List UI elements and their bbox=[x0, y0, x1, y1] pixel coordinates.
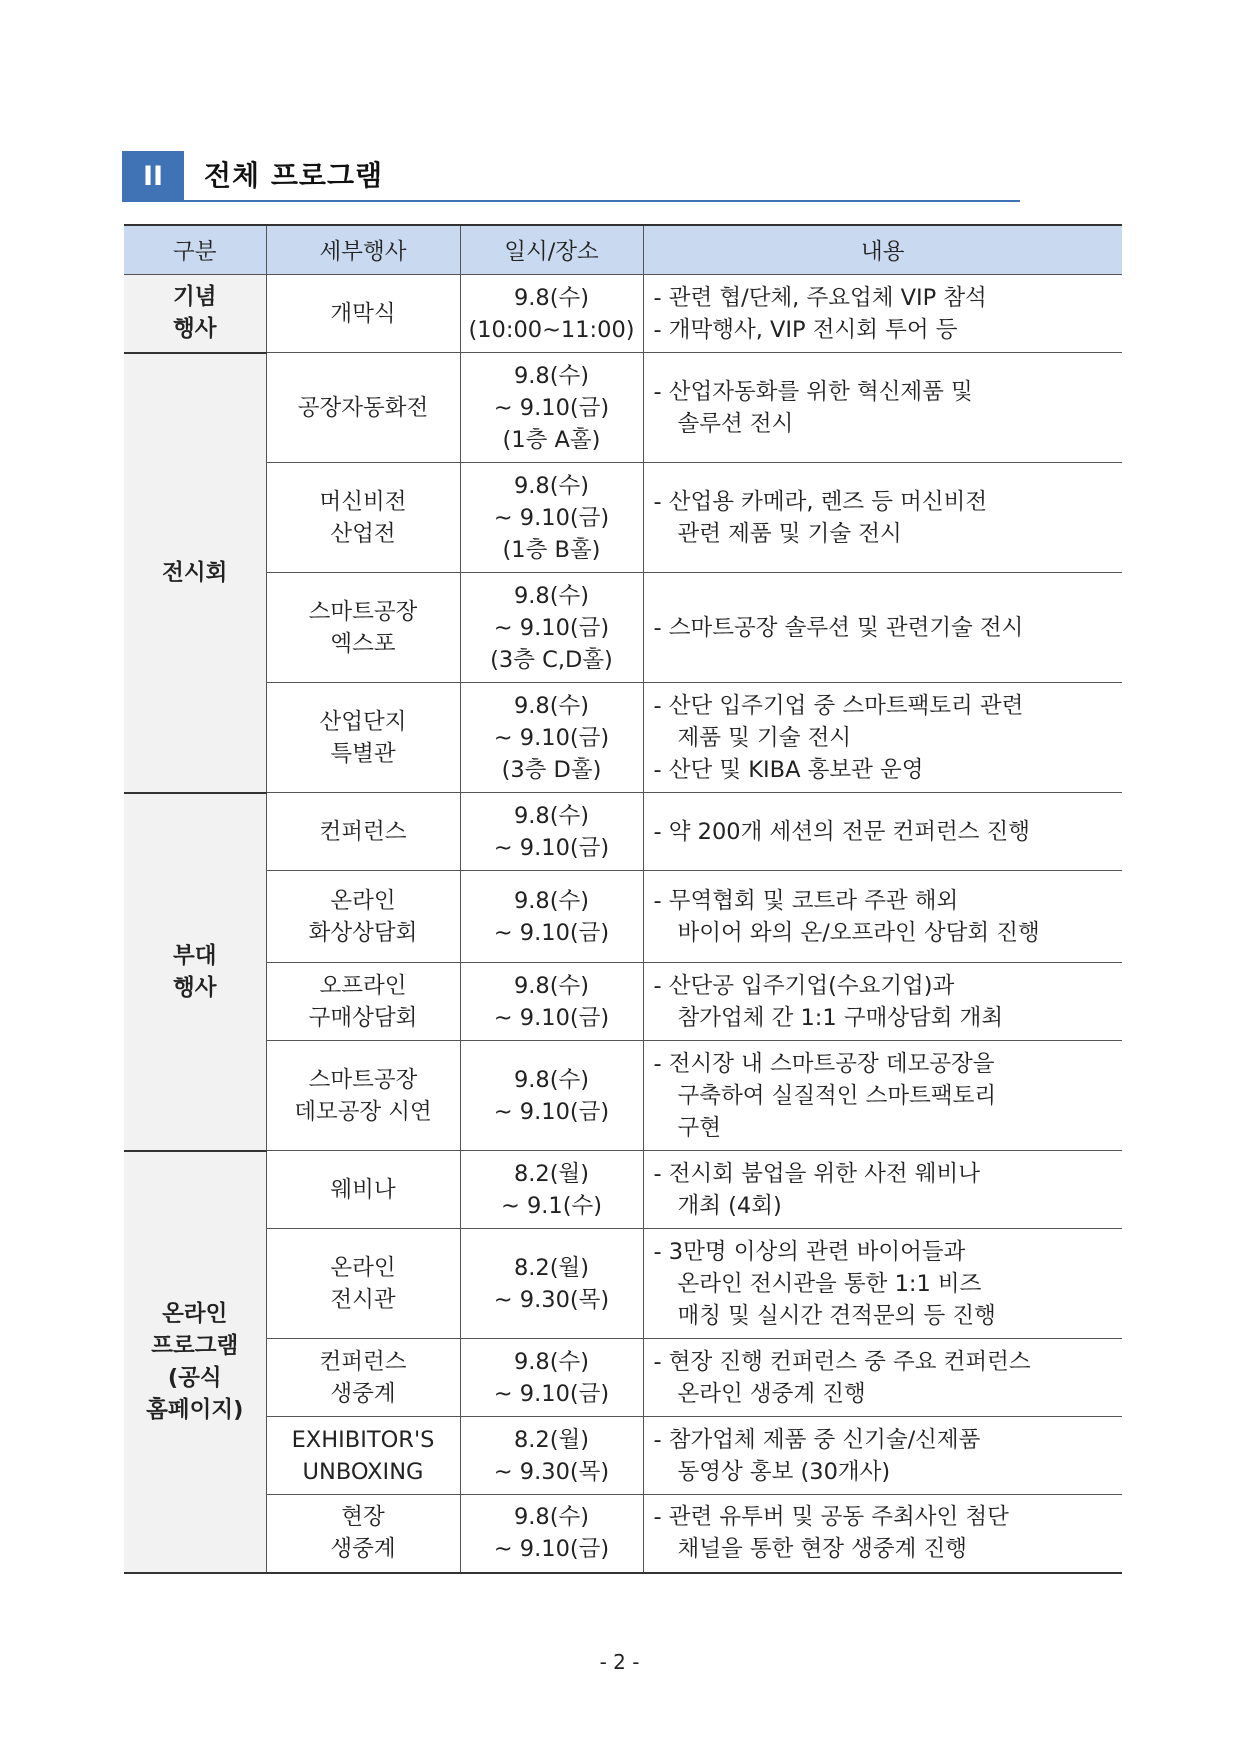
datetime-cell: 9.8(수) ~ 9.10(금) (1층 B홀) bbox=[460, 463, 643, 573]
header-event: 세부행사 bbox=[266, 225, 460, 275]
content-item: - 산단 입주기업 중 스마트팩토리 관련 제품 및 기술 전시 bbox=[653, 692, 1024, 751]
content-item: - 약 200개 세션의 전문 컨퍼런스 진행 bbox=[653, 818, 1031, 845]
datetime-cell: 9.8(수) ~ 9.10(금) (1층 A홀) bbox=[460, 353, 643, 463]
content-item: - 스마트공장 솔루션 및 관련기술 전시 bbox=[653, 614, 1024, 641]
table-row bbox=[124, 353, 1122, 463]
category-cell: 전시회 bbox=[124, 353, 266, 793]
content-cell bbox=[643, 963, 1122, 1041]
datetime-cell: 8.2(월) ~ 9.30(목) bbox=[460, 1229, 643, 1339]
datetime-cell: 9.8(수) ~ 9.10(금) bbox=[460, 1041, 643, 1151]
datetime-cell: 8.2(월) ~ 9.30(목) bbox=[460, 1417, 643, 1495]
event-cell: 현장 생중계 bbox=[266, 1495, 460, 1573]
header-content: 내용 bbox=[643, 225, 1122, 275]
event-cell: 컨퍼런스 생중계 bbox=[266, 1339, 460, 1417]
event-cell: 공장자동화전 bbox=[266, 353, 460, 463]
header-datetime: 일시/장소 bbox=[460, 225, 643, 275]
datetime-cell: 9.8(수) ~ 9.10(금) bbox=[460, 1495, 643, 1573]
header-category: 구분 bbox=[124, 225, 266, 275]
table-row bbox=[124, 1041, 1122, 1151]
content-cell bbox=[643, 1417, 1122, 1495]
datetime-cell: 9.8(수) ~ 9.10(금) bbox=[460, 963, 643, 1041]
event-cell: 컨퍼런스 bbox=[266, 793, 460, 871]
table-row bbox=[124, 1495, 1122, 1573]
content-cell bbox=[643, 1339, 1122, 1417]
table-row bbox=[124, 275, 1122, 353]
content-cell bbox=[643, 573, 1122, 683]
content-item: - 관련 유투버 및 공동 주최사인 첨단 채널을 통한 현장 생중계 진행 bbox=[653, 1504, 1009, 1563]
section-header bbox=[122, 151, 1020, 203]
datetime-cell: 9.8(수) ~ 9.10(금) bbox=[460, 1339, 643, 1417]
content-cell bbox=[643, 1495, 1122, 1573]
content-cell bbox=[643, 1151, 1122, 1229]
content-item: - 현장 진행 컨퍼런스 중 주요 컨퍼런스 온라인 생중계 진행 bbox=[653, 1348, 1031, 1407]
page-number: - 2 - bbox=[599, 1650, 640, 1674]
content-cell bbox=[643, 1041, 1122, 1151]
program-table bbox=[124, 224, 1122, 1574]
table-body bbox=[124, 275, 1122, 1573]
datetime-cell: 9.8(수) ~ 9.10(금) bbox=[460, 871, 643, 963]
content-cell bbox=[643, 683, 1122, 793]
table-row bbox=[124, 463, 1122, 573]
event-cell: 개막식 bbox=[266, 275, 460, 353]
category-cell: 부대 행사 bbox=[124, 793, 266, 1151]
content-item: - 개막행사, VIP 전시회 투어 등 bbox=[653, 316, 958, 343]
datetime-cell: 9.8(수) (10:00~11:00) bbox=[460, 275, 643, 353]
table-row bbox=[124, 573, 1122, 683]
table-row bbox=[124, 1151, 1122, 1229]
table-row bbox=[124, 793, 1122, 871]
datetime-cell: 8.2(월) ~ 9.1(수) bbox=[460, 1151, 643, 1229]
content-item: - 산업용 카메라, 렌즈 등 머신비전 관련 제품 및 기술 전시 bbox=[653, 488, 988, 547]
table-row bbox=[124, 1339, 1122, 1417]
table-row bbox=[124, 871, 1122, 963]
content-cell bbox=[643, 1229, 1122, 1339]
content-cell bbox=[643, 275, 1122, 353]
event-cell: 온라인 전시관 bbox=[266, 1229, 460, 1339]
event-cell: 머신비전 산업전 bbox=[266, 463, 460, 573]
content-item: - 관련 협/단체, 주요업체 VIP 참석 bbox=[653, 284, 987, 311]
content-item: - 참가업체 제품 중 신기술/신제품 동영상 홍보 (30개사) bbox=[653, 1426, 981, 1485]
content-cell bbox=[643, 793, 1122, 871]
section-title: 전체 프로그램 bbox=[204, 159, 384, 192]
table-row bbox=[124, 963, 1122, 1041]
event-cell: 스마트공장 데모공장 시연 bbox=[266, 1041, 460, 1151]
event-cell: EXHIBITOR'S UNBOXING bbox=[266, 1417, 460, 1495]
content-cell bbox=[643, 463, 1122, 573]
table-header-row bbox=[124, 225, 1122, 275]
content-cell bbox=[643, 353, 1122, 463]
event-cell: 오프라인 구매상담회 bbox=[266, 963, 460, 1041]
datetime-cell: 9.8(수) ~ 9.10(금) (3층 D홀) bbox=[460, 683, 643, 793]
category-cell: 온라인 프로그램 (공식 홈페이지) bbox=[124, 1151, 266, 1573]
table-row bbox=[124, 683, 1122, 793]
table-row bbox=[124, 1417, 1122, 1495]
table-row bbox=[124, 1229, 1122, 1339]
content-item: - 전시장 내 스마트공장 데모공장을 구축하여 실질적인 스마트팩토리 구현 bbox=[653, 1050, 997, 1141]
section-underline bbox=[122, 200, 1020, 202]
section-number-badge: II bbox=[122, 151, 184, 201]
content-item: - 산단공 입주기업(수요기업)과 참가업체 간 1:1 구매상담회 개최 bbox=[653, 972, 1004, 1031]
event-cell: 웨비나 bbox=[266, 1151, 460, 1229]
datetime-cell: 9.8(수) ~ 9.10(금) bbox=[460, 793, 643, 871]
content-item: - 전시회 붐업을 위한 사전 웨비나 개최 (4회) bbox=[653, 1160, 980, 1219]
event-cell: 스마트공장 엑스포 bbox=[266, 573, 460, 683]
event-cell: 산업단지 특별관 bbox=[266, 683, 460, 793]
content-cell bbox=[643, 871, 1122, 963]
content-item: - 무역협회 및 코트라 주관 해외 바이어 와의 온/오프라인 상담회 진행 bbox=[653, 887, 1040, 946]
category-cell: 기념 행사 bbox=[124, 275, 266, 353]
content-item: - 3만명 이상의 관련 바이어들과 온라인 전시관을 통한 1:1 비즈 매칭 및 실시간 견적문의 등 진행 bbox=[653, 1238, 996, 1329]
datetime-cell: 9.8(수) ~ 9.10(금) (3층 C,D홀) bbox=[460, 573, 643, 683]
content-item: - 산업자동화를 위한 혁신제품 및 솔루션 전시 bbox=[653, 378, 973, 437]
content-item: - 산단 및 KIBA 홍보관 운영 bbox=[653, 756, 924, 783]
event-cell: 온라인 화상상담회 bbox=[266, 871, 460, 963]
